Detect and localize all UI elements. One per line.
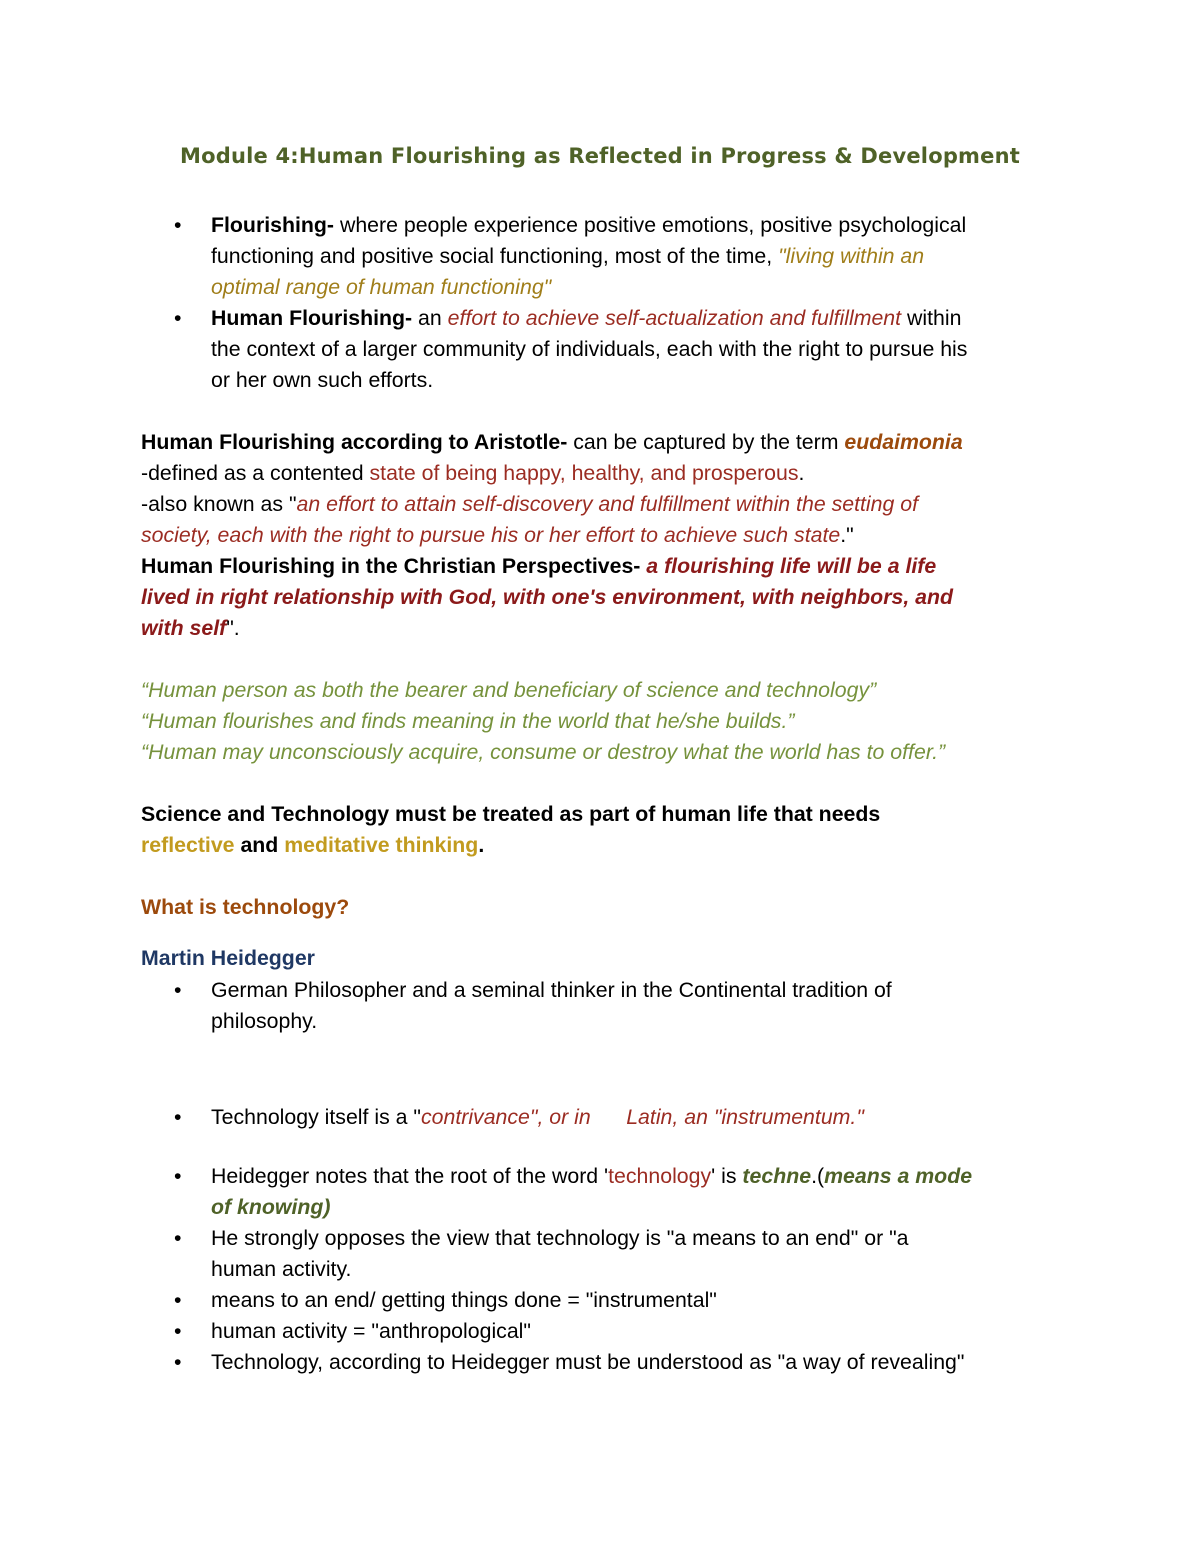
reflective-word: reflective xyxy=(141,833,235,857)
aristotle-text-3: -also known as " xyxy=(141,492,297,516)
period: . xyxy=(478,833,485,857)
heidegger-bullet-2 xyxy=(211,1102,864,1133)
and-word: and xyxy=(234,833,285,857)
science-statement-line-2 xyxy=(141,830,484,861)
heidegger-bullet-7: Technology, according to Heidegger must be understood as "a way of revealing" xyxy=(211,1350,965,1374)
flourishing-text-2: functioning and positive social functioning, most of the time, xyxy=(211,244,779,268)
aristotle-period: . xyxy=(798,461,805,485)
human-flourishing-definition-line-1 xyxy=(211,303,961,334)
module-title: Module 4:Human Flourishing as Reflected in Progress & Development xyxy=(180,144,1020,168)
human-flourishing-definition-line-3: or her own such efforts. xyxy=(211,368,434,392)
techne-paren: .( xyxy=(811,1164,825,1188)
flourishing-definition-line-2 xyxy=(211,241,924,272)
eudaimonia-term: eudaimonia xyxy=(844,430,963,454)
christian-line-2: lived in right relationship with God, with one's environment, with neighbors, and xyxy=(141,585,954,609)
bullet-marker: • xyxy=(174,1226,182,1250)
human-flourishing-definition-line-2: the context of a larger community of individuals, each with the right to pursue his xyxy=(211,337,968,361)
aristotle-text: can be captured by the term xyxy=(567,430,845,454)
christian-line-1 xyxy=(141,551,936,582)
christian-line-3 xyxy=(141,613,240,644)
aristotle-line-3 xyxy=(141,489,918,520)
bullet-marker: • xyxy=(174,978,182,1002)
techne-text-2: ' is xyxy=(711,1164,743,1188)
bullet-marker: • xyxy=(174,306,182,330)
science-statement-line-1: Science and Technology must be treated as part of human life that needs xyxy=(141,802,881,826)
bullet-marker: • xyxy=(174,213,182,237)
bullet-marker: • xyxy=(174,1105,182,1129)
flourishing-quote: "living within an xyxy=(778,244,925,268)
section-question: What is technology? xyxy=(141,895,350,919)
hf-emphasis: effort to achieve self-actualization and fulfillment xyxy=(447,306,902,330)
aristotle-line-4 xyxy=(141,520,854,551)
aristotle-line-1 xyxy=(141,427,963,458)
christian-quote-end: ". xyxy=(226,616,240,640)
aristotle-line-2 xyxy=(141,458,804,489)
hf-text: an xyxy=(412,306,448,330)
bullet-marker: • xyxy=(174,1288,182,1312)
contrivance-text: Technology itself is a " xyxy=(211,1105,421,1129)
flourishing-definition-line-1 xyxy=(211,210,966,241)
flourishing-text: where people experience positive emotions, positive psychological xyxy=(334,213,967,237)
mode-of-knowing: means a mode xyxy=(824,1164,973,1188)
heidegger-bullet-4-line-2: human activity. xyxy=(211,1257,352,1281)
heidegger-bullet-4-line-1: He strongly opposes the view that technology is "a means to an end" or "a xyxy=(211,1226,909,1250)
christian-emphasis-end: with self xyxy=(141,616,227,640)
aristotle-emphasis: state of being happy, healthy, and prosperous xyxy=(369,461,799,485)
bullet-marker: • xyxy=(174,1319,182,1343)
heidegger-heading: Martin Heidegger xyxy=(141,946,315,970)
hf-text-end: within xyxy=(901,306,962,330)
flourishing-term: Flourishing- xyxy=(211,213,335,237)
techne-text: Heidegger notes that the root of the word ' xyxy=(211,1164,609,1188)
heidegger-bullet-1-line-1: German Philosopher and a seminal thinker in the Continental tradition of xyxy=(211,978,892,1002)
heidegger-bullet-1-line-2: philosophy. xyxy=(211,1009,318,1033)
technology-word: technology xyxy=(608,1164,712,1188)
quote-1: “Human person as both the bearer and beneficiary of science and technology” xyxy=(141,678,877,702)
christian-emphasis: a flourishing life will be a life xyxy=(640,554,937,578)
aristotle-heading: Human Flourishing according to Aristotle- xyxy=(141,430,568,454)
human-flourishing-term: Human Flourishing- xyxy=(211,306,413,330)
techne-word: techne xyxy=(742,1164,812,1188)
quote-3: “Human may unconsciously acquire, consume or destroy what the world has to offer.” xyxy=(141,740,946,764)
heidegger-bullet-3-line-2: of knowing) xyxy=(211,1195,331,1219)
meditative-thinking-word: meditative thinking xyxy=(284,833,479,857)
bullet-marker: • xyxy=(174,1164,182,1188)
flourishing-definition-line-3: optimal range of human functioning" xyxy=(211,275,552,299)
quote-2: “Human flourishes and finds meaning in the world that he/she builds.” xyxy=(141,709,795,733)
aristotle-text-2: -defined as a contented xyxy=(141,461,370,485)
bullet-marker: • xyxy=(174,1350,182,1374)
aristotle-quote: an effort to attain self-discovery and fulfillment within the setting of xyxy=(296,492,919,516)
heidegger-bullet-5: means to an end/ getting things done = "instrumental" xyxy=(211,1288,717,1312)
christian-heading: Human Flourishing in the Christian Perspectives- xyxy=(141,554,641,578)
heidegger-bullet-3-line-1 xyxy=(211,1161,972,1192)
aristotle-quote-end: ." xyxy=(840,523,854,547)
aristotle-quote-2: society, each with the right to pursue his or her effort to achieve such state xyxy=(141,523,841,547)
contrivance-emphasis: contrivance", or in Latin, an "instrumentum." xyxy=(420,1105,864,1129)
heidegger-bullet-6: human activity = "anthropological" xyxy=(211,1319,531,1343)
